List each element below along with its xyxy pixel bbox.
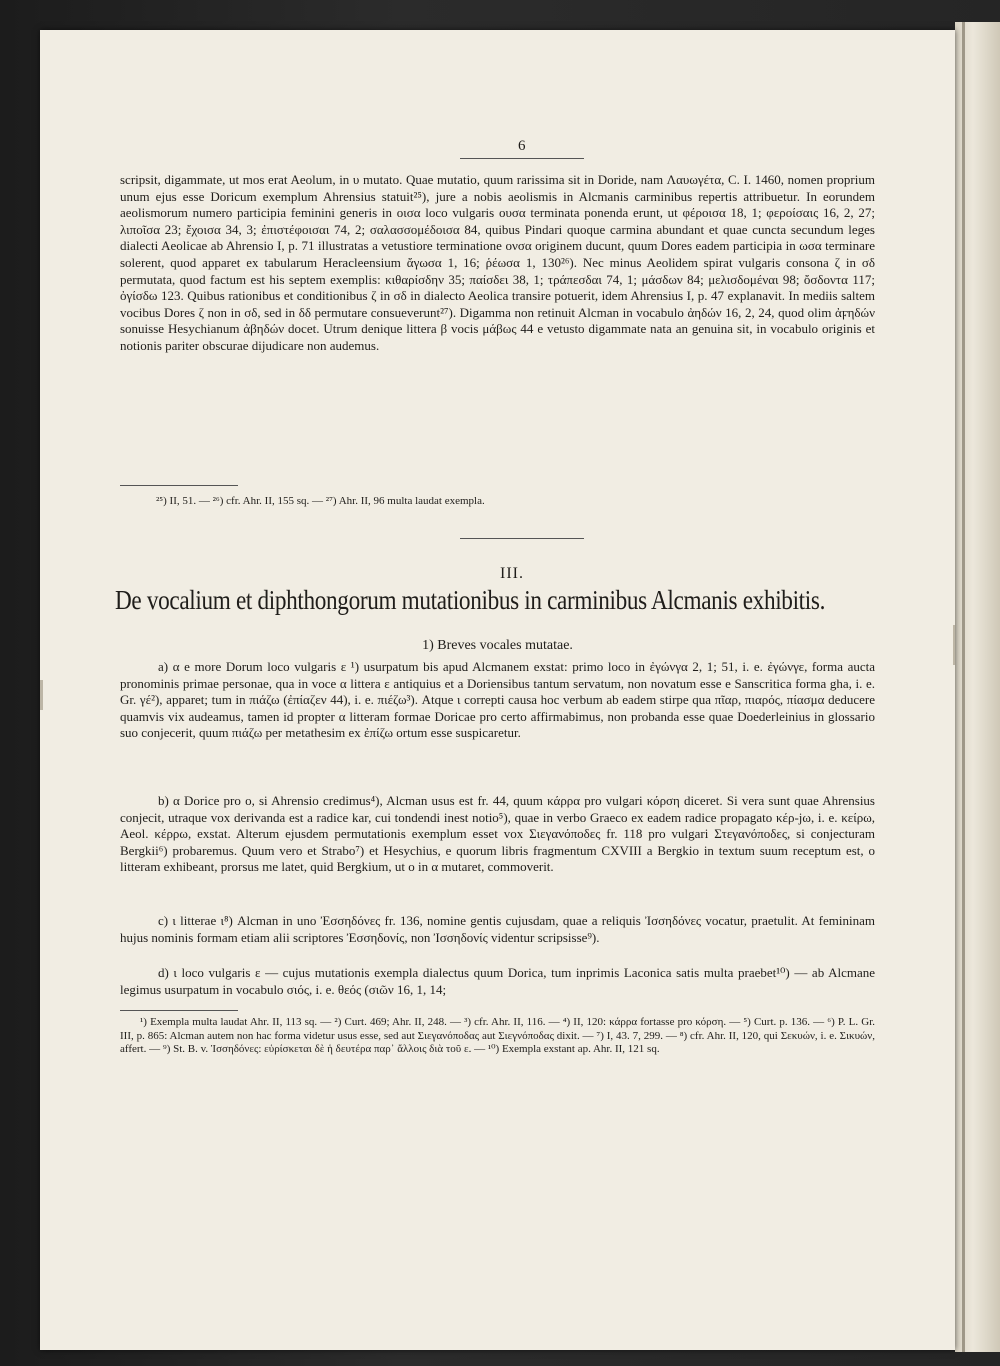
subsection-title: 1) Breves vocales mutatae. — [422, 638, 573, 653]
paragraph-d — [120, 965, 875, 998]
intro-text: scripsit, digammate, ut mos erat Aeolum, in υ mutato. Quae mutatio, quum rarissima sit in Doride, nam Λαυωγέτα, C. I. 1460, nomen proprium unum ejus esse Doricum exemplum Ahrensius statuit²⁵), jure a nobis aeolismis in Alcmanis carminibus repertis attribuetur. In eorundem aeolismorum numero participia feminini generis in οισα loco vulgaris ουσα terminata ponenda erunt, ut φέροισα 18, 1; φεροίσαις 16, 2, 27; λιποῖσα 23; ἔχοισα 34, 3; ἐπιστέφοισαι 74, 2; σαλασσομέδοισα 84, quibus Pindari quoque carmina abundant et quae cuncta secundum leges dialecti Aeolicae ab Ahrensio I, p. 71 illustratas a vetustiore terminatione ονσα originem ducunt, quum Dores eadem participia in ωσα terminare solerent, quod apparet ex tabularum Heracleensium ἄγωσα 1, 16; ῥέωσα 1, 130²⁶). Nec minus Aeolidem spirat vulgaris consona ζ in σδ permutata, quod factum est his septem exemplis: κιθαρίσδην 35; παίσδει 38, 1; τράπεσδαι 74, 1; μάσδων 84; μελισδομέναι 98; ὄσδοντα 117; ὀγίσδω 123. Quibus rationibus et conditionibus ζ in σδ in dialecto Aeolica transire potuerit, idem Ahrensius I, p. 47 explanavit. In mediis saltem vocibus Dores ζ non in σδ, sed in δδ permutare consueverunt²⁷). Digamma non retinuit Alcman in vocabulo ἀηδών 16, 2, 24, quod olim ἀϝηδών sonuisse Hesychianum ἀβηδών docet. Utrum denique littera β vocis μάβως 44 e vetusto digammate nata an genuina sit, in vocabulo originis et notionis pariter obscurae dijudicare non audemus. — [120, 172, 875, 353]
paragraph-c — [120, 913, 875, 946]
footnote-rule — [120, 1010, 238, 1011]
paragraph-a — [120, 659, 875, 742]
page-edge-mark — [40, 680, 43, 710]
footnotes-top: ²⁵) II, 51. — ²⁶) cfr. Ahr. II, 155 sq. — ²⁷) Ahr. II, 96 multa laudat exempla. — [156, 495, 485, 507]
section-rule — [460, 538, 584, 539]
header-rule — [460, 158, 584, 159]
intro-paragraph — [120, 172, 875, 355]
paragraph-a-text: a) α e more Dorum loco vulgaris ε ¹) usurpatum bis apud Alcmanem exstat: primo loco in ἐγώνγα 2, 1; 51, i. e. ἐγώνγε, forma aucta pronominis primae personae, qua in voce α littera ε antiquius et a Doriensibus tantum servatum, non novatum esse e Sanscritica forma gha, i. e. Gr. γέ²), apparet; tum in πιάζω (ἐπίαζεν 44), i. e. πιέζω³). Atque ι correpti causa hoc verbum ab eadem stirpe qua πῖαρ, πιαρός, πίασμα deducere quamvis vix audeamus, tamen id propter α litteram formae Doricae pro certo affirmabimus, non probanda esse quae Doederleinius in glossario suo conjecerit, quum πιάζω per metathesim ex ἐπίζω ortum esse suspicaretur. — [120, 659, 875, 741]
page-edge-mark — [953, 625, 955, 665]
paragraph-c-text: c) ι litterae ι⁸) Alcman in uno Ἐσσηδόνες fr. 136, nomine gentis cujusdam, quae a reliquis Ἰσσηδόνες vocatur, praetulit. At femininam hujus nominis formam etiam alii scriptores Ἐσσηδονίς, non Ἰσσηδονίς videntur scripsisse⁹). — [120, 913, 875, 945]
page-number: 6 — [518, 138, 526, 154]
footnote-rule — [120, 485, 238, 486]
paragraph-d-text: d) ι loco vulgaris ε — cujus mutationis exempla dialectus quum Dorica, tum inprimis Laconica satis multa praebet¹⁰) — ab Alcmane legimus usurpatum in vocabulo σιός, i. e. θεός (σιῶν 16, 1, 14; — [120, 965, 875, 997]
paragraph-b — [120, 793, 875, 876]
book-spine — [962, 22, 965, 1352]
paragraph-b-text: b) α Dorice pro ο, si Ahrensio credimus⁴), Alcman usus est fr. 44, quum κάρρα pro vulgari κόρση diceret. Si vera sunt quae Ahrensius conjecit, utraque vox derivanda est a radice kar, cui tondendi inest notio⁵), quae in verbo Graeco ex eadem radice propagato κέρ-jω, i. e. κείρω, Aeol. κέρρω, exstat. Alterum ejusdem permutationis exemplum esset vox Σιεγανόποδες fr. 118 pro vulgari Στεγανόποδες, si conjecturam Bergkii⁶) probaremus. Quum vero et Strabo⁷) et Hesychius, e quorum libris fragmentum CXVIII a Bergkio in textum suum receptum est, ο litteram exhibeant, prorsus me latet, quid Bergkium, ut ο in α mutaret, commoverit. — [120, 793, 875, 875]
footnotes-bottom: ¹) Exempla multa laudat Ahr. II, 113 sq. — ²) Curt. 469; Ahr. II, 248. — ³) cfr. Ahr. II, 116. — ⁴) II, 120: κάρρα fortasse pro κόρση. — ⁵) Curt. p. 136. — ⁶) P. L. Gr. III, p. 865: Alcman autem non hac forma videtur usus esse, sed aut Σιεγανόποδας aut Σιεγνόποδας dixit. — ⁷) I, 43. 7, 299. — ⁸) cfr. Ahr. II, 120, qui Σεκυών, i. e. Σικυών, affert. — ⁹) St. B. v. Ἰσσηδόνες: εὑρίσκεται δὲ ἡ δευτέρα παρ᾽ ἄλλοις διὰ τοῦ ε. — ¹⁰) Exempla exstant ap. Ahr. II, 121 sq. — [120, 1016, 875, 1055]
section-numeral: III. — [500, 565, 524, 582]
section-title: De vocalium et diphthongorum mutationibus in carminibus Alcmanis exhibitis. — [115, 585, 826, 615]
